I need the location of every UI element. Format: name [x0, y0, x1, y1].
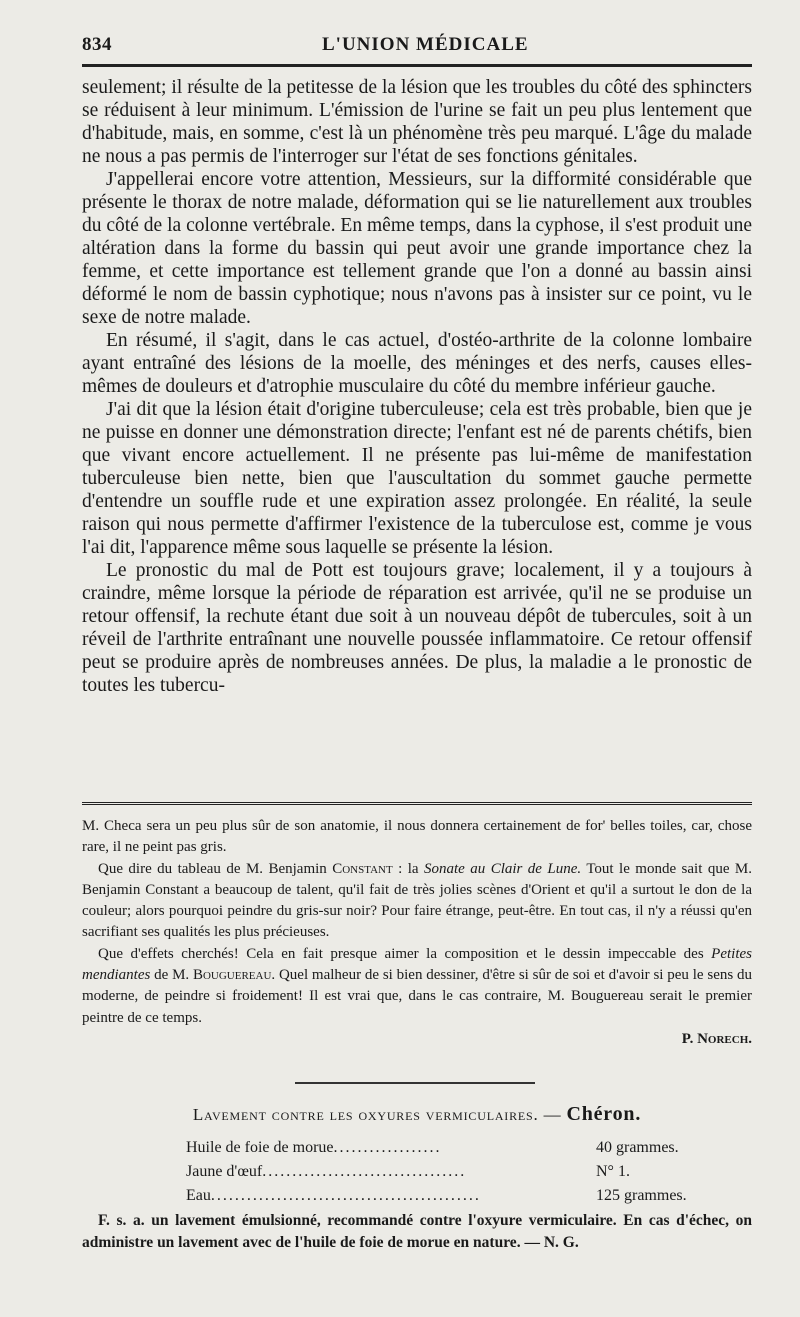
signature-initial: P.: [681, 1030, 698, 1047]
ingredient-row: [186, 1184, 706, 1208]
page-header: [82, 30, 752, 60]
note-text: . Quel malheur de si bien dessiner, d'être si sûr de soi et d'avoir si peu le sens du moderne, de peindre si froidement! Il est vrai que, dans le cas contraire, M. Bouguereau serait le premier peintre de ce temps.: [82, 967, 752, 1026]
painter-name: Bouguereau: [192, 967, 272, 984]
paragraph: En résumé, il s'agit, dans le cas actuel, d'ostéo-arthrite de la colonne lombaire ayant entraîné des lésions de la moelle, des méninges et des nerfs, causes elles-mêmes de douleurs et d'atrophie musculaire du côté du membre inférieur gauche.: [82, 330, 752, 397]
note-text: de M.: [150, 967, 193, 984]
ingredient-row: [186, 1160, 706, 1184]
note-text: : la: [392, 860, 424, 877]
page-number: 834: [82, 34, 112, 55]
leader-dots: ..................................: [262, 1163, 467, 1180]
paragraph: J'appellerai encore votre attention, Messieurs, sur la difformité considérable que présente le thorax de notre malade, déformation qui se lie naturellement aux troubles du côté de la colonne vertébrale. En même temps, dans la cyphose, il s'est produit une altération dans la forme du bassin qui peut avoir une grande importance chez la femme, et cette importance est tellement grande que l'on a donné au bassin ainsi déformé le nom de bassin cyphotique; nous n'avons pas à insister sur ce point, vu le sexe de notre malade.: [82, 169, 752, 328]
article-body: [82, 76, 752, 697]
paragraph: Le pronostic du mal de Pott est toujours grave; localement, il y a toujours à craindre, même lorsque la période de réparation est arrivée, qu'il ne se produise un retour offensif, la rechute étant due soit à un nouveau dépôt de tubercules, soit à un réveil de l'arthrite entraînant une nouvelle poussée inflammatoire. Ce retour offensif peut se produire après de nombreuses années. De plus, la maladie a le pronostic de toutes les tubercu-: [82, 560, 752, 696]
leader-dots: .............................................: [210, 1187, 481, 1204]
feuilleton-notes: [82, 816, 752, 1050]
note-text: Tout le monde sait que M. Benjamin Constant a beaucoup de talent, qu'il fait de très jolies scènes d'Orient et qu'il a surtout le don de la couleur; alors pourquoi peindre du gris-sur noir? Pour faire étrange, peut-être. En tout cas, il n'y a réussi qu'en sacrifiant ses qualités les plus précieuses.: [82, 860, 752, 941]
paragraph: seulement; il résulte de la petitesse de la lésion que les troubles du côté des sphincters se réduisent à leur minimum. L'émission de l'urine se fait un peu plus lentement que d'habitude, mais, en somme, c'est là un phénomène très peu marqué. L'âge du malade ne nous a pas permis de l'interroger sur l'état de ses fonctions génitales.: [82, 77, 752, 167]
ingredient-name: Huile de foie de morue: [186, 1139, 334, 1156]
leader-dots: ..................: [333, 1139, 442, 1156]
painter-name: Constant: [332, 860, 393, 877]
note-paragraph: [82, 944, 752, 1029]
ingredient-name: Eau: [186, 1187, 211, 1204]
paragraph: J'ai dit que la lésion était d'origine tuberculeuse; cela est très probable, bien que je ne puisse en donner une démonstration directe; l'enfant est né de parents chétifs, bien que vivant encore actuellement. Il ne présente pas lui-même de manifestation tuberculeuse bien nette, bien que l'auscultation du sommet gauche permette d'entendre un souffle rude et une expiration assez prolongée. En réalité, la seule raison qui nous permette d'affirmer l'existence de la tuberculose est, comme je vous l'ai dit, l'apparence même sous laquelle se présente la lésion.: [82, 399, 752, 558]
note-text: Que d'effets cherchés! Cela en fait presque aimer la composition et le dessin impeccable des: [98, 945, 712, 962]
note-paragraph: [82, 859, 752, 944]
footnote-rule: [82, 802, 752, 805]
signature-name: Norech.: [697, 1030, 752, 1047]
signature: [82, 1029, 752, 1050]
header-rule: [82, 64, 752, 67]
note-text: Que dire du tableau de M. Benjamin: [98, 860, 333, 877]
running-title: L'UNION MÉDICALE: [322, 34, 529, 55]
ingredient-list: [186, 1136, 706, 1208]
ingredient-row: [186, 1136, 706, 1160]
recipe-author: Chéron.: [566, 1103, 642, 1125]
painting-title: Petites mendiantes: [82, 945, 752, 984]
recipe-instructions: [82, 1210, 752, 1254]
note-paragraph: M. Checa sera un peu plus sûr de son anatomie, il nous donnera certainement de for' belles toiles, car, chose rare, il ne peint pas gris.: [82, 818, 752, 856]
recipe-note: F. s. a. un lavement émulsionné, recommandé contre l'oxyure vermiculaire. En cas d'échec, on administre un lavement avec de l'huile de foie de morue en nature. — N. G.: [82, 1212, 752, 1251]
ingredient-quantity: 40 grammes.: [596, 1139, 679, 1156]
recipe-dash: —: [538, 1105, 567, 1124]
ingredient-quantity: 125 grammes.: [596, 1187, 687, 1204]
ingredient-name: Jaune d'œuf: [186, 1163, 263, 1180]
ingredient-quantity: N° 1.: [596, 1163, 630, 1180]
recipe-title: Lavement contre les oxyures vermiculaires.: [192, 1105, 539, 1124]
section-rule: [295, 1082, 535, 1084]
recipe-heading: [82, 1103, 752, 1126]
painting-title: Sonate au Clair de Lune.: [424, 860, 582, 877]
